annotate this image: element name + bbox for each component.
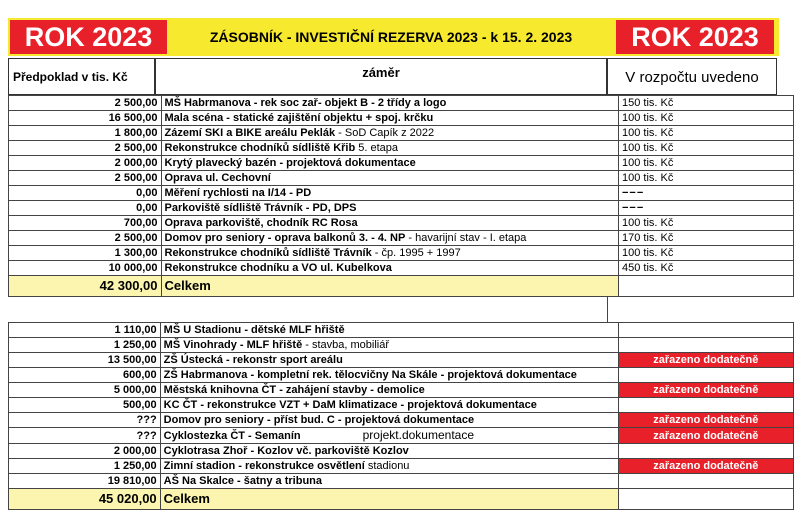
table-row	[9, 474, 794, 489]
description-text: Oprava parkoviště, chodník RC Rosa	[164, 217, 358, 229]
budget-note-cell	[618, 444, 793, 459]
table-row	[9, 368, 794, 383]
budget-note-cell: −−−	[618, 201, 793, 216]
amount-cell: ???	[9, 413, 161, 428]
budget-note-cell: 170 tis. Kč	[618, 231, 793, 246]
description-cell	[161, 231, 618, 246]
column-header-description: záměr	[155, 58, 607, 95]
amount-cell: ???	[9, 428, 161, 444]
description-text: Zázemí SKI a BIKE areálu Peklák	[164, 127, 336, 139]
total-note-cell	[618, 276, 793, 297]
amount-cell: 10 000,00	[9, 261, 162, 276]
total-amount: 45 020,00	[9, 489, 161, 510]
budget-note-cell: 100 tis. Kč	[618, 141, 793, 156]
description-text: Zimní stadion - rekonstrukce osvětlení	[163, 460, 365, 472]
budget-note-cell: 450 tis. Kč	[618, 261, 793, 276]
description-cell	[160, 383, 618, 398]
amount-cell: 2 000,00	[9, 444, 161, 459]
total-amount: 42 300,00	[9, 276, 162, 297]
table-row	[9, 156, 794, 171]
table-row	[9, 353, 794, 368]
description-cell	[160, 368, 618, 383]
total-row	[9, 489, 794, 510]
table-row	[9, 383, 794, 398]
table-row	[9, 428, 794, 444]
description-text: Rekonstrukce chodníků sídliště Křib	[164, 142, 356, 154]
amount-cell: 0,00	[9, 201, 162, 216]
year-badge-right: ROK 2023	[616, 20, 774, 54]
description-extra: 5. etapa	[355, 142, 399, 154]
budget-note-cell: 100 tis. Kč	[618, 246, 793, 261]
table-row	[9, 338, 794, 353]
budget-note-cell	[618, 398, 793, 413]
description-text: Mala scéna - statické zajištění objektu + spoj. krčku	[164, 112, 434, 124]
total-note-cell	[618, 489, 793, 510]
table-row	[9, 126, 794, 141]
amount-cell: 1 800,00	[9, 126, 162, 141]
description-text: Krytý plavecký bazén - projektová dokumentace	[164, 157, 416, 169]
table-row	[9, 111, 794, 126]
description-cell	[160, 338, 618, 353]
description-cell	[160, 474, 618, 489]
description-cell	[161, 246, 618, 261]
table-row	[9, 444, 794, 459]
budget-note-cell: zařazeno dodatečně	[618, 383, 793, 398]
table-row	[9, 246, 794, 261]
amount-cell: 2 500,00	[9, 96, 162, 111]
amount-cell: 500,00	[9, 398, 161, 413]
table-row	[9, 398, 794, 413]
amount-cell: 16 500,00	[9, 111, 162, 126]
amount-cell: 5 000,00	[9, 383, 161, 398]
description-text: Městská knihovna ČT - zahájení stavby - demolice	[163, 384, 425, 396]
amount-cell: 1 250,00	[9, 338, 161, 353]
description-text: Měření rychlosti na I/14 - PD	[164, 187, 312, 199]
description-cell	[161, 126, 618, 141]
table-row	[9, 231, 794, 246]
total-label: Celkem	[161, 276, 618, 297]
description-text: KC ČT - rekonstrukce VZT + DaM klimatizace - projektová dokumentace	[163, 399, 537, 411]
description-cell	[161, 141, 618, 156]
table-row	[9, 216, 794, 231]
description-cell	[161, 186, 618, 201]
amount-cell: 2 500,00	[9, 141, 162, 156]
description-text: Oprava ul. Cechovní	[164, 172, 271, 184]
description-cell	[160, 353, 618, 368]
description-text: ZŠ Habrmanova - kompletní rek. tělocvičny Na Skále - projektová dokumentace	[163, 369, 577, 381]
budget-note-cell: −−−	[618, 186, 793, 201]
budget-note-cell	[618, 368, 793, 383]
amount-cell: 2 500,00	[9, 171, 162, 186]
description-text: Parkoviště sídliště Trávník - PD, DPS	[164, 202, 357, 214]
reserve-table-2	[8, 322, 794, 510]
table-row	[9, 323, 794, 338]
amount-cell: 1 300,00	[9, 246, 162, 261]
budget-note-cell: 100 tis. Kč	[618, 126, 793, 141]
description-cell	[161, 96, 618, 111]
table-row	[9, 261, 794, 276]
amount-cell: 1 250,00	[9, 459, 161, 474]
column-divider	[607, 296, 608, 322]
description-text: Rekonstrukce chodníků sídliště Trávník	[164, 247, 372, 259]
total-label: Celkem	[160, 489, 618, 510]
description-cell	[161, 261, 618, 276]
budget-note-cell: zařazeno dodatečně	[618, 413, 793, 428]
amount-cell: 13 500,00	[9, 353, 161, 368]
description-extra: - havarijní stav - I. etapa	[405, 232, 527, 244]
budget-note-cell: 100 tis. Kč	[618, 111, 793, 126]
description-text: ZŠ Ústecká - rekonstr sport areálu	[163, 354, 343, 366]
description-text: MŠ Habrmanova - rek soc zař- objekt B - 2 třídy a logo	[164, 97, 447, 109]
description-text: Cyklotrasa Zhoř - Kozlov vč. parkoviště Kozlov	[163, 445, 409, 457]
description-cell	[160, 323, 618, 338]
total-row	[9, 276, 794, 297]
description-text: Domov pro seniory - příst bud. C - projektová dokumentace	[163, 414, 475, 426]
table-row	[9, 186, 794, 201]
amount-cell: 19 810,00	[9, 474, 161, 489]
amount-cell: 1 110,00	[9, 323, 161, 338]
description-text: Rekonstrukce chodníku a VO ul. Kubelkova	[164, 262, 392, 274]
description-cell	[161, 156, 618, 171]
budget-note-cell: zařazeno dodatečně	[618, 428, 793, 444]
budget-note-cell: 150 tis. Kč	[618, 96, 793, 111]
description-extra: - stavba, mobiliář	[302, 339, 390, 351]
description-text: MŠ U Stadionu - dětské MLF hřiště	[163, 324, 345, 336]
description-cell	[160, 428, 618, 444]
table-row	[9, 141, 794, 156]
budget-note-cell	[618, 323, 793, 338]
reserve-table-1	[8, 95, 794, 297]
budget-note-cell: zařazeno dodatečně	[618, 353, 793, 368]
amount-cell: 0,00	[9, 186, 162, 201]
description-text: MŠ Vinohrady - MLF hřiště	[163, 339, 303, 351]
description-cell	[160, 413, 618, 428]
amount-cell: 700,00	[9, 216, 162, 231]
budget-note-cell	[618, 474, 793, 489]
table-row	[9, 96, 794, 111]
table-row	[9, 171, 794, 186]
column-header-budget: V rozpočtu uvedeno	[607, 58, 777, 95]
budget-note-cell	[618, 338, 793, 353]
budget-note-cell: 100 tis. Kč	[618, 216, 793, 231]
column-header-amount: Předpoklad v tis. Kč	[8, 58, 155, 95]
table-row	[9, 459, 794, 474]
description-text: Cyklostezka ČT - Semanín	[163, 430, 301, 442]
description-cell	[160, 459, 618, 474]
amount-cell: 2 500,00	[9, 231, 162, 246]
description-cell	[161, 111, 618, 126]
description-cell	[160, 398, 618, 413]
description-extra: - čp. 1995 + 1997	[371, 247, 461, 259]
description-cell	[161, 201, 618, 216]
description-text: AŠ Na Skalce - šatny a tribuna	[163, 475, 323, 487]
description-cell	[160, 444, 618, 459]
amount-cell: 2 000,00	[9, 156, 162, 171]
budget-note-cell: 100 tis. Kč	[618, 156, 793, 171]
description-extra: stadionu	[364, 460, 410, 472]
table-row	[9, 413, 794, 428]
description-extra: projekt.dokumentace	[362, 428, 475, 442]
table-row	[9, 201, 794, 216]
amount-cell: 600,00	[9, 368, 161, 383]
description-cell	[161, 171, 618, 186]
description-cell	[161, 216, 618, 231]
budget-note-cell: 100 tis. Kč	[618, 171, 793, 186]
budget-note-cell: zařazeno dodatečně	[618, 459, 793, 474]
page-title: ZÁSOBNÍK - INVESTIČNÍ REZERVA 2023 - k 15. 2. 2023	[209, 29, 573, 45]
description-extra: - SoD Capík z 2022	[335, 127, 435, 139]
year-badge-left: ROK 2023	[10, 20, 167, 54]
description-text: Domov pro seniory - oprava balkonů 3. - 4. NP	[164, 232, 406, 244]
